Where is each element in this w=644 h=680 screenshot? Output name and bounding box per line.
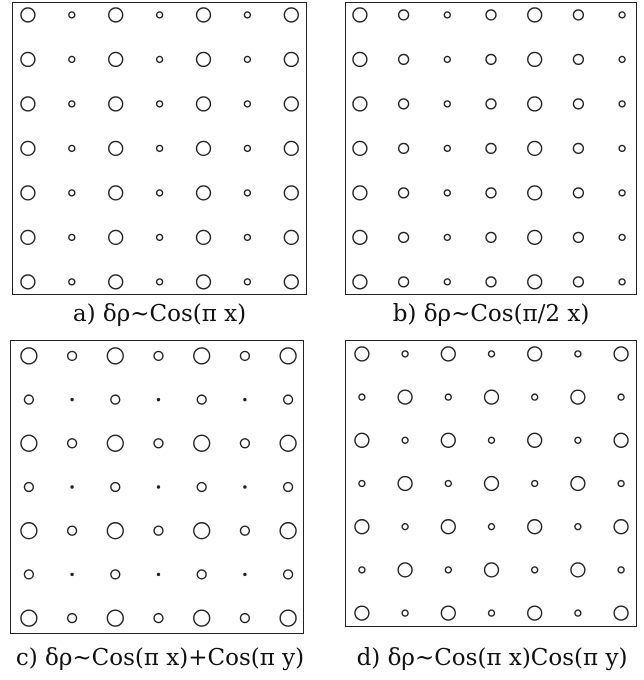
lattice-site-d-r1-c4 [532,394,538,400]
lattice-site-a-r6-c6 [284,275,298,289]
lattice-site-b-r6-c5 [573,277,583,287]
lattice-site-a-r5-c6 [284,230,298,244]
lattice-site-a-r5-c2 [109,230,123,244]
lattice-site-b-r3-c0 [353,141,367,155]
lattice-site-a-r4-c1 [69,190,75,196]
lattice-site-a-r1-c0 [21,52,35,66]
lattice-site-a-r6-c2 [109,275,123,289]
lattice-site-c-r1-c3 [157,399,159,401]
lattice-site-c-r2-c3 [154,439,163,448]
lattice-site-a-r1-c2 [109,52,123,66]
lattice-site-b-r3-c2 [444,145,450,151]
lattice-site-a-r6-c3 [157,279,163,285]
lattice-site-a-r2-c0 [21,97,35,111]
lattice-site-b-r5-c6 [619,234,625,240]
lattice-site-d-r5-c3 [485,563,499,577]
lattice-site-d-r0-c1 [402,351,408,357]
lattice-site-b-r5-c0 [353,230,367,244]
lattice-site-a-r6-c5 [244,279,250,285]
lattice-site-d-r0-c5 [575,351,581,357]
lattice-site-c-r1-c4 [197,395,206,404]
lattice-site-c-r3-c6 [284,483,293,492]
lattice-site-b-r1-c5 [573,54,583,64]
lattice-site-a-r2-c5 [244,101,250,107]
lattice-site-d-r5-c1 [398,563,412,577]
lattice-site-b-r5-c3 [486,232,496,242]
lattice-site-d-r6-c2 [441,606,455,620]
lattice-site-d-r6-c4 [528,606,542,620]
lattice-site-d-r3-c2 [445,481,451,487]
lattice-site-c-r3-c0 [24,483,33,492]
lattice-site-c-r5-c3 [157,573,159,575]
lattice-site-a-r1-c3 [157,56,163,62]
lattice-site-c-r2-c2 [107,435,123,451]
lattice-site-a-r5-c5 [244,234,250,240]
lattice-site-d-r2-c2 [441,433,455,447]
lattice-site-b-r0-c3 [486,10,496,20]
lattice-site-d-r2-c1 [402,437,408,443]
lattice-site-c-r5-c6 [284,570,293,579]
lattice-site-d-r5-c5 [571,563,585,577]
lattice-site-a-r6-c0 [21,275,35,289]
lattice-site-d-r4-c2 [441,520,455,534]
lattice-site-a-r6-c1 [69,279,75,285]
lattice-site-c-r2-c0 [21,435,37,451]
lattice-site-b-r0-c2 [444,12,450,18]
lattice-site-a-r3-c4 [197,141,211,155]
lattice-site-a-r1-c1 [69,56,75,62]
lattice-site-d-r4-c3 [489,524,495,530]
lattice-site-b-r2-c3 [486,99,496,109]
lattice-site-a-r4-c6 [284,186,298,200]
lattice-site-b-r5-c1 [399,232,409,242]
lattice-site-b-r1-c1 [399,54,409,64]
lattice-site-c-r3-c1 [71,486,73,488]
panel-d-caption: d) δρ~Cos(π x)Cos(π y) [356,645,628,671]
lattice-site-b-r1-c6 [619,56,625,62]
lattice-site-b-r4-c4 [528,186,542,200]
lattice-site-a-r0-c2 [109,8,123,22]
lattice-site-d-r4-c1 [402,524,408,530]
lattice-site-a-r2-c4 [197,97,211,111]
lattice-site-c-r5-c0 [24,570,33,579]
lattice-site-c-r0-c2 [107,348,123,364]
lattice-site-d-r4-c4 [528,520,542,534]
lattice-site-b-r5-c5 [573,232,583,242]
lattice-site-b-r2-c0 [353,97,367,111]
lattice-site-d-r0-c4 [528,347,542,361]
lattice-site-b-r2-c4 [528,97,542,111]
lattice-site-c-r1-c5 [244,399,246,401]
lattice-site-a-r2-c3 [157,101,163,107]
lattice-site-d-r6-c1 [402,610,408,616]
lattice-site-a-r6-c4 [197,275,211,289]
lattice-site-a-r3-c6 [284,141,298,155]
lattice-site-b-r4-c3 [486,188,496,198]
lattice-site-a-r0-c0 [21,8,35,22]
lattice-site-b-r4-c6 [619,190,625,196]
lattice-site-b-r2-c2 [444,101,450,107]
panel-c-lattice [10,340,304,634]
lattice-site-d-r6-c0 [355,606,369,620]
lattice-site-c-r5-c1 [71,573,73,575]
lattice-site-b-r3-c6 [619,145,625,151]
lattice-site-a-r4-c0 [21,186,35,200]
lattice-site-d-r1-c6 [618,394,624,400]
lattice-site-a-r2-c2 [109,97,123,111]
lattice-site-c-r6-c3 [154,614,163,623]
panel-c-caption: c) δρ~Cos(π x)+Cos(π y) [15,645,305,671]
lattice-site-a-r5-c0 [21,230,35,244]
lattice-site-d-r2-c5 [575,437,581,443]
lattice-site-d-r2-c0 [355,433,369,447]
lattice-site-b-r3-c1 [399,143,409,153]
lattice-site-d-r4-c0 [355,520,369,534]
lattice-site-b-r6-c4 [528,275,542,289]
lattice-site-a-r4-c3 [157,190,163,196]
lattice-site-c-r0-c0 [21,348,37,364]
panel-b-lattice [345,2,637,295]
lattice-site-c-r5-c4 [197,570,206,579]
lattice-site-d-r4-c6 [614,520,628,534]
lattice-site-d-r3-c4 [532,481,538,487]
lattice-site-c-r1-c1 [71,399,73,401]
lattice-site-b-r6-c1 [399,277,409,287]
lattice-site-d-r6-c5 [575,610,581,616]
lattice-site-a-r3-c0 [21,141,35,155]
lattice-site-b-r1-c3 [486,54,496,64]
lattice-site-c-r4-c0 [21,523,37,539]
lattice-site-a-r4-c5 [244,190,250,196]
lattice-site-c-r6-c2 [107,610,123,626]
lattice-site-d-r3-c3 [485,477,499,491]
lattice-site-a-r5-c4 [197,230,211,244]
lattice-site-c-r4-c6 [280,523,296,539]
lattice-site-b-r0-c0 [353,8,367,22]
lattice-site-a-r0-c4 [197,8,211,22]
lattice-site-b-r0-c5 [573,10,583,20]
lattice-site-c-r4-c3 [154,526,163,535]
panel-d-lattice [345,340,637,627]
lattice-site-d-r3-c6 [618,481,624,487]
panel-b-caption: b) δρ~Cos(π/2 x) [392,301,590,327]
lattice-site-c-r4-c2 [107,523,123,539]
lattice-site-d-r3-c1 [398,477,412,491]
lattice-site-d-r1-c1 [398,390,412,404]
lattice-site-b-r3-c4 [528,141,542,155]
lattice-site-b-r4-c2 [444,190,450,196]
lattice-site-a-r1-c4 [197,52,211,66]
lattice-site-c-r6-c5 [240,614,249,623]
lattice-site-b-r4-c1 [399,188,409,198]
lattice-site-d-r5-c0 [359,567,365,573]
lattice-site-c-r3-c3 [157,486,159,488]
lattice-site-a-r5-c3 [157,234,163,240]
lattice-site-c-r5-c5 [244,573,246,575]
lattice-site-d-r5-c2 [445,567,451,573]
lattice-site-c-r0-c5 [240,351,249,360]
lattice-site-d-r0-c2 [441,347,455,361]
lattice-site-c-r6-c6 [280,610,296,626]
lattice-site-c-r1-c2 [111,395,120,404]
lattice-site-c-r3-c2 [111,483,120,492]
lattice-site-d-r3-c5 [571,477,585,491]
lattice-site-b-r2-c6 [619,101,625,107]
lattice-site-c-r6-c1 [68,614,77,623]
lattice-site-b-r2-c1 [399,99,409,109]
lattice-site-c-r2-c6 [280,435,296,451]
lattice-site-a-r4-c4 [197,186,211,200]
lattice-site-c-r1-c0 [24,395,33,404]
lattice-site-b-r1-c2 [444,56,450,62]
lattice-site-b-r6-c2 [444,279,450,285]
lattice-site-a-r0-c6 [284,8,298,22]
lattice-site-b-r4-c0 [353,186,367,200]
lattice-site-d-r0-c3 [489,351,495,357]
lattice-site-a-r0-c1 [69,12,75,18]
lattice-site-b-r6-c6 [619,279,625,285]
lattice-site-d-r0-c0 [355,347,369,361]
lattice-site-c-r4-c5 [240,526,249,535]
lattice-site-b-r6-c0 [353,275,367,289]
lattice-site-b-r0-c1 [399,10,409,20]
lattice-site-b-r1-c0 [353,52,367,66]
lattice-site-d-r0-c6 [614,347,628,361]
lattice-site-b-r5-c2 [444,234,450,240]
panel-c-svg [11,341,303,633]
lattice-site-b-r0-c4 [528,8,542,22]
lattice-site-a-r5-c1 [69,234,75,240]
lattice-site-d-r6-c6 [614,606,628,620]
lattice-site-d-r5-c6 [618,567,624,573]
lattice-site-d-r3-c0 [359,481,365,487]
lattice-site-c-r0-c6 [280,348,296,364]
lattice-site-a-r2-c6 [284,97,298,111]
lattice-site-b-r3-c3 [486,143,496,153]
lattice-site-c-r2-c4 [194,435,210,451]
lattice-site-a-r0-c3 [157,12,163,18]
lattice-site-c-r3-c4 [197,483,206,492]
lattice-site-a-r2-c1 [69,101,75,107]
lattice-site-c-r2-c1 [68,439,77,448]
panel-a-caption: a) δρ~Cos(π x) [72,301,247,327]
lattice-site-b-r4-c5 [573,188,583,198]
lattice-site-d-r2-c4 [528,433,542,447]
lattice-site-c-r3-c5 [244,486,246,488]
lattice-site-a-r0-c5 [244,12,250,18]
lattice-site-c-r2-c5 [240,439,249,448]
lattice-site-d-r1-c2 [445,394,451,400]
lattice-site-d-r2-c6 [614,433,628,447]
lattice-site-d-r5-c4 [532,567,538,573]
lattice-site-c-r6-c4 [194,610,210,626]
lattice-site-c-r4-c1 [68,526,77,535]
lattice-site-b-r2-c5 [573,99,583,109]
lattice-site-a-r1-c5 [244,56,250,62]
lattice-site-b-r1-c4 [528,52,542,66]
lattice-site-a-r3-c5 [244,145,250,151]
lattice-site-b-r6-c3 [486,277,496,287]
lattice-site-a-r4-c2 [109,186,123,200]
panel-d-svg [346,341,636,626]
lattice-site-a-r1-c6 [284,52,298,66]
lattice-site-d-r2-c3 [489,437,495,443]
lattice-site-d-r4-c5 [575,524,581,530]
lattice-site-c-r1-c6 [284,395,293,404]
lattice-site-d-r1-c3 [485,390,499,404]
lattice-site-b-r3-c5 [573,143,583,153]
lattice-site-c-r4-c4 [194,523,210,539]
lattice-site-d-r1-c5 [571,390,585,404]
lattice-site-b-r5-c4 [528,230,542,244]
lattice-site-c-r6-c0 [21,610,37,626]
lattice-site-a-r3-c3 [157,145,163,151]
panel-b-svg [346,3,636,294]
panel-a-svg [13,3,306,294]
lattice-site-a-r3-c1 [69,145,75,151]
lattice-site-d-r1-c0 [359,394,365,400]
lattice-site-c-r0-c3 [154,351,163,360]
lattice-site-c-r5-c2 [111,570,120,579]
lattice-site-d-r6-c3 [489,610,495,616]
lattice-site-a-r3-c2 [109,141,123,155]
lattice-site-c-r0-c4 [194,348,210,364]
lattice-site-c-r0-c1 [68,351,77,360]
lattice-site-b-r0-c6 [619,12,625,18]
panel-a-lattice [12,2,307,295]
